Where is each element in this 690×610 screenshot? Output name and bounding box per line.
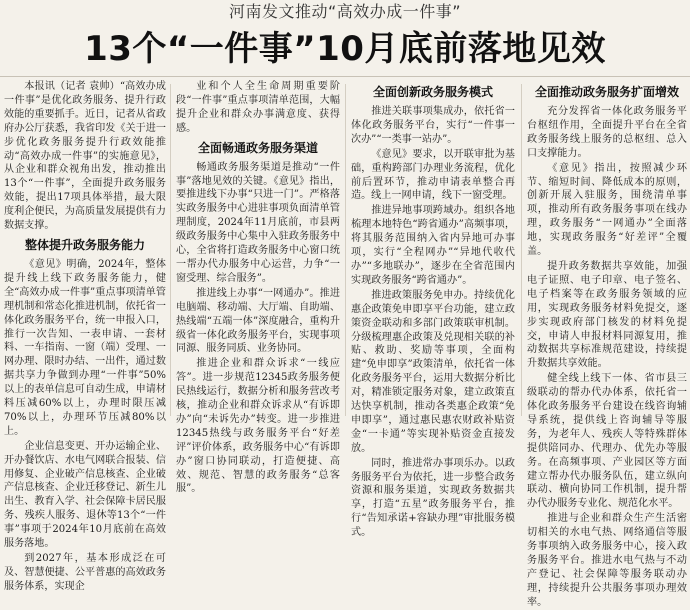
- body-paragraph: 同时，推进常办事项乐办。以政务服务平台为依托，进一步整合政务资源和服务渠道，实现政务数据共享，打造“五星”政务服务平台，推行“告知承诺+容缺办理”审批服务模式。: [351, 457, 515, 539]
- body-paragraph: 推进异地事项跨域办。组织各地梳理本地特色“跨省通办”高频事项，将其服务范围纳入省内异地可办事项，实行“全程网办”“异地代收代办”“多地联办”，逐步在全省范围内实现政务服务“跨省通办”。: [351, 205, 515, 286]
- column-divider: [521, 84, 522, 416]
- section-heading: 全面畅通政务服务渠道: [197, 140, 318, 155]
- article-column-3: [351, 80, 515, 539]
- article-headline: 13个“一件事”10月底前落地见效: [84, 29, 606, 69]
- body-paragraph: 推进关联事项集成办，依托省一体化政务服务平台，实行“一件事一次办”“一类事一站办”。: [351, 106, 515, 145]
- article-column-2: [176, 80, 340, 495]
- article-column-4: [527, 80, 687, 608]
- section-heading: 整体提升政务服务能力: [24, 237, 145, 252]
- body-paragraph: 企业信息变更、开办运输企业、开办餐饮店、水电气网联合报装、信用修复、企业破产信息核查、企业破产信息核查、企业迁移登记、新生儿出生、教育入学、社会保障卡居民服务、残疾人服务、退休等13个“一件事”事项于2024年10月底前在高效服务落地。: [4, 440, 166, 550]
- column-divider: [345, 84, 346, 416]
- section-heading: 全面推动政务服务扩面增效: [534, 85, 679, 99]
- body-paragraph: 健全线上线下一体、省市县三级联动的帮办代办体系，依托省一体化政务服务平台建设在线咨询辅导系统，提供线上咨询辅导等服务，为老年人、残疾人等特殊群体提供陪同办、代理办、优先办等服务。在高频事项、产业园区等方面建立帮办代办服务队伍，建立纵向联动、横向协同工作机制，提升帮办代办服务专业化、规范化水平。: [527, 373, 687, 510]
- section-heading: 全面创新政务服务模式: [372, 85, 493, 99]
- body-paragraph: 充分发挥省一体化政务服务平台枢纽作用，全面提升平台在全省政务服务线上服务的总枢纽、总入口支撑能力。: [527, 106, 687, 159]
- body-paragraph: 提升政务数据共享效能，加强电子证照、电子印章、电子签名、电子档案等在政务服务领域的应用，实现政务服务材料免提交，逐步实现政府部门核发的材料免提交，申请人申报材料同源复用，推动数据共享标准规范建设，持续提升数据共享效能。: [527, 260, 687, 370]
- header-rule: [0, 76, 690, 77]
- body-paragraph: 畅通政务服务渠道是推动“一件事”落地见效的关键。《意见》指出，要推进线下办事“只进一门”。严格落实政务服务中心进驻事项负面清单管理制度，2024年11月底前，市县两级政务服务中心集中入驻政务服务中心，全省将打造政务服务中心窗口统一帮办代办服务中心运营，力争“一窗受理、综合服务”。: [176, 161, 340, 284]
- column-divider: [170, 84, 171, 416]
- body-paragraph: 《意见》指出，按照减少环节、缩短时间、降低成本的原则，创新开展入驻服务，围绕清单事项，推动所有政务服务事项在线办理，政务服务“一网通办”全面落地，实现政务服务“好差评”全覆盖。: [527, 162, 687, 258]
- body-paragraph: 推进与企业和群众生产生活密切相关的水电气热、网络通信等服务事项纳入政务服务中心，接入政务服务平台。推进水电气热与不动产登记、社会保障等服务联动办理，持续提升公共服务事项办理效率。: [527, 513, 687, 608]
- body-paragraph: 业和个人全生命周期重要阶段“一件事”重点事项清单范围，大幅提升企业和群众办事满意度、获得感。: [176, 81, 340, 134]
- body-paragraph: 《意见》要求，以开联审批为基础，重构跨部门办理业务流程，优化前后置环节，推动申请表单整合再造。线上一网申请，线下一窗受理。: [351, 148, 515, 202]
- body-paragraph: 《意见》明确，2024年，整体提升线上线下政务服务能力，健全“高效办成一件事”重点事项清单管理机制和常态化推进机制，依托省一体化政务服务平台，统一申报入口，推行一次告知、一表申请、一套材料、一车指南、一窗（端）受理、一网办理、限时办结、一出件，通过数据共享力争做到办理“一件事”50%以上的表单信息可自动生成，申请材料压减60%以上，办理时限压减70%以上，办理环节压减80%以上。: [4, 258, 166, 437]
- article-kicker: 河南发文推动“高效办成一件事”: [228, 2, 462, 21]
- body-paragraph: 推进线上办事“一网通办”。推进电脑端、移动端、大厅端、自助端、热线端“五端一体”深度融合，重构升级省一体化政务服务平台，实现事项同源、服务同质、业务协同。: [176, 287, 340, 355]
- body-paragraph: 推进企业和群众诉求“一线应答”。进一步规范12345政务服务便民热线运行，数据分析和服务营改考核，推动企业和群众诉求从“有诉即办”向“未诉先办”转变。进一步推进12345热线与政务服务平台“好差评”评价体系，政务服务中心“有诉即办”窗口协同联动，打造便捷、高效、规范、智慧的政务服务“总客服”。: [176, 358, 340, 495]
- body-paragraph: 到2027年，基本形成泛在可及、智慧便捷、公平普惠的高效政务服务体系，实现企: [4, 553, 166, 592]
- article-column-1: [4, 80, 166, 592]
- body-paragraph: 推进政策服务免申办。持续优化惠企政策免申即享平台功能，建立政策资金联动和多部门政策联审机制。分级梳理惠企政策及兑现相关联的补贴、救助、奖励等事项，全面构建“免申即享”政策清单，依托省一体化政务服务平台，运用大数据分析比对，精准锁定服务对象，建立政策直达快享机制，推动各类惠企政策“免申即享”，通过惠民惠农财政补贴资金“一卡通”等实现补贴资金直接发放。: [351, 289, 515, 454]
- body-paragraph: 本报讯（记者 袁帅）“高效办成一件事”是优化政务服务、提升行政效能的重要抓手。近日，记者从省政府办公厅获悉，我省印发《关于进一步优化政务服务提升行政效能推动“高效办成一件事”的实施意见》，从企业和群众视角出发，推动推出13个“一件事”，全面提升政务服务效能，提出17项具体举措，最大限度利企便民，为高质量发展提供有力数据支撑。: [4, 81, 166, 232]
